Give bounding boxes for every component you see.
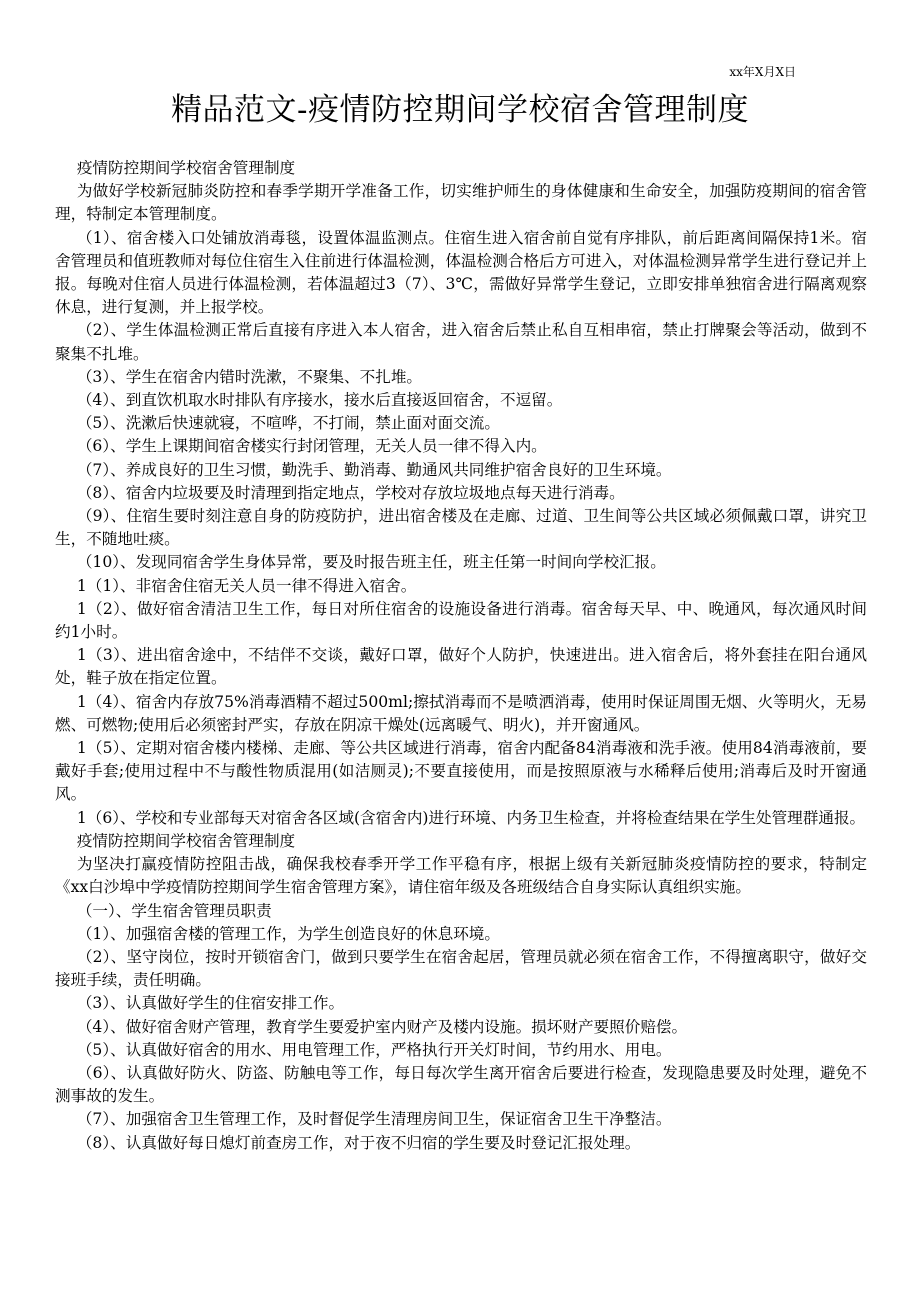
paragraph: （10）、发现同宿舍学生身体异常，要及时报告班主任，班主任第一时间向学校汇报。	[76, 553, 666, 572]
paragraph: 1（4）、宿舍内存放75%消毒酒精不超过500ml;擦拭消毒而不是喷洒消毒，使用时保证周围无烟、火等明火，无易燃、可燃物;使用后必须密封严实，存放在阴凉干燥处(远离暖气、明火)，并开窗通风。	[55, 692, 867, 734]
document-body	[55, 157, 867, 1155]
paragraph: 1（1）、非宿舍住宿无关人员一律不得进入宿舍。	[76, 576, 417, 595]
document-title: 精品范文-疫情防控期间学校宿舍管理制度	[171, 92, 749, 128]
paragraph: （4）、做好宿舍财产管理，教育学生要爱护室内财产及楼内设施。损坏财产要照价赔偿。	[76, 1017, 688, 1036]
paragraph: 1（5）、定期对宿舍楼内楼梯、走廊、等公共区域进行消毒，宿舍内配备84消毒液和洗手液。使用84消毒液前，要戴好手套;使用过程中不与酸性物质混用(如洁厕灵);不要直接使用，而是按照原液与水稀释后使用;消毒后及时开窗通风。	[55, 739, 867, 804]
paragraph: 为坚决打赢疫情防控阻击战，确保我校春季开学工作平稳有序，根据上级有关新冠肺炎疫情防控的要求，特制定《xx白沙埠中学疫情防控期间学生宿舍管理方案》，请住宿年级及各班级结合自身实际认真组织实施。	[55, 855, 867, 897]
paragraph: （4）、到直饮机取水时排队有序接水，接水后直接返回宿舍，不逗留。	[76, 391, 563, 410]
paragraph: 疫情防控期间学校宿舍管理制度	[76, 159, 296, 177]
paragraph: 1（6）、学校和专业部每天对宿舍各区域(含宿舍内)进行环境、内务卫生检查，并将检查结果在学生处管理群通报。	[76, 808, 866, 827]
paragraph: （8）、宿舍内垃圾要及时清理到指定地点，学校对存放垃圾地点每天进行消毒。	[76, 483, 625, 502]
paragraph: （1）、宿舍楼入口处铺放消毒毯，设置体温监测点。住宿生进入宿舍前自觉有序排队，前后距离间隔保持1米。宿舍管理员和值班教师对每位住宿生入住前进行体温检测，体温检测合格后方可进入，对体温检测异常学生进行登记并上报。每晚对住宿人员进行体温检测，若体温超过3（7）、3℃，需做好异常学生登记，立即安排单独宿舍进行隔离观察休息，进行复测，并上报学校。	[55, 228, 867, 317]
paragraph: （7）、养成良好的卫生习惯，勤洗手、勤消毒、勤通风共同维护宿舍良好的卫生环境。	[76, 460, 672, 479]
paragraph: （8）、认真做好每日熄灯前查房工作，对于夜不归宿的学生要及时登记汇报处理。	[76, 1133, 641, 1152]
paragraph: （6）、学生上课期间宿舍楼实行封闭管理，无关人员一律不得入内。	[76, 437, 547, 456]
paragraph: （5）、认真做好宿舍的用水、用电管理工作，严格执行开关灯时间，节约用水、用电。	[76, 1040, 672, 1059]
paragraph: （9）、住宿生要时刻注意自身的防疫防护，进出宿舍楼及在走廊、过道、卫生间等公共区域必须佩戴口罩，讲究卫生，不随地吐痰。	[55, 507, 867, 549]
paragraph: 为做好学校新冠肺炎防控和春季学期开学准备工作，切实维护师生的身体健康和生命安全，加强防疫期间的宿舍管理，特制定本管理制度。	[55, 182, 867, 224]
paragraph: 疫情防控期间学校宿舍管理制度	[76, 831, 296, 850]
paragraph: （5）、洗漱后快速就寝，不喧哗，不打闹，禁止面对面交流。	[76, 414, 500, 433]
paragraph: （一）、学生宿舍管理员职责	[76, 901, 272, 920]
paragraph: （6）、认真做好防火、防盗、防触电等工作，每日每次学生离开宿舍后要进行检查，发现隐患要及时处理，避免不测事故的发生。	[55, 1063, 867, 1106]
paragraph: （7）、加强宿舍卫生管理工作，及时督促学生清理房间卫生，保证宿舍卫生干净整洁。	[76, 1110, 672, 1129]
paragraph: （2）、学生体温检测正常后直接有序进入本人宿舍，进入宿舍后禁止私自互相串宿，禁止打牌聚会等活动，做到不聚集不扎堆。	[55, 321, 867, 363]
paragraph: 1（3）、进出宿舍途中，不结伴不交谈，戴好口罩，做好个人防护，快速进出。进入宿舍后，将外套挂在阳台通风处，鞋子放在指定位置。	[55, 646, 867, 688]
paragraph: （3）、学生在宿舍内错时洗漱，不聚集、不扎堆。	[76, 367, 423, 386]
paragraph: （1）、加强宿舍楼的管理工作，为学生创造良好的休息环境。	[76, 924, 500, 943]
paragraph: （2）、坚守岗位，按时开锁宿舍门，做到只要学生在宿舍起居，管理员就必须在宿舍工作，不得擅离职守，做好交接班手续，责任明确。	[55, 947, 867, 990]
document-date: xx年X月X日	[729, 65, 796, 79]
paragraph: 1（2）、做好宿舍清洁卫生工作，每日对所住宿舍的设施设备进行消毒。宿舍每天早、中、晚通风，每次通风时间约1小时。	[55, 599, 867, 642]
paragraph: （3）、认真做好学生的住宿安排工作。	[76, 994, 345, 1013]
